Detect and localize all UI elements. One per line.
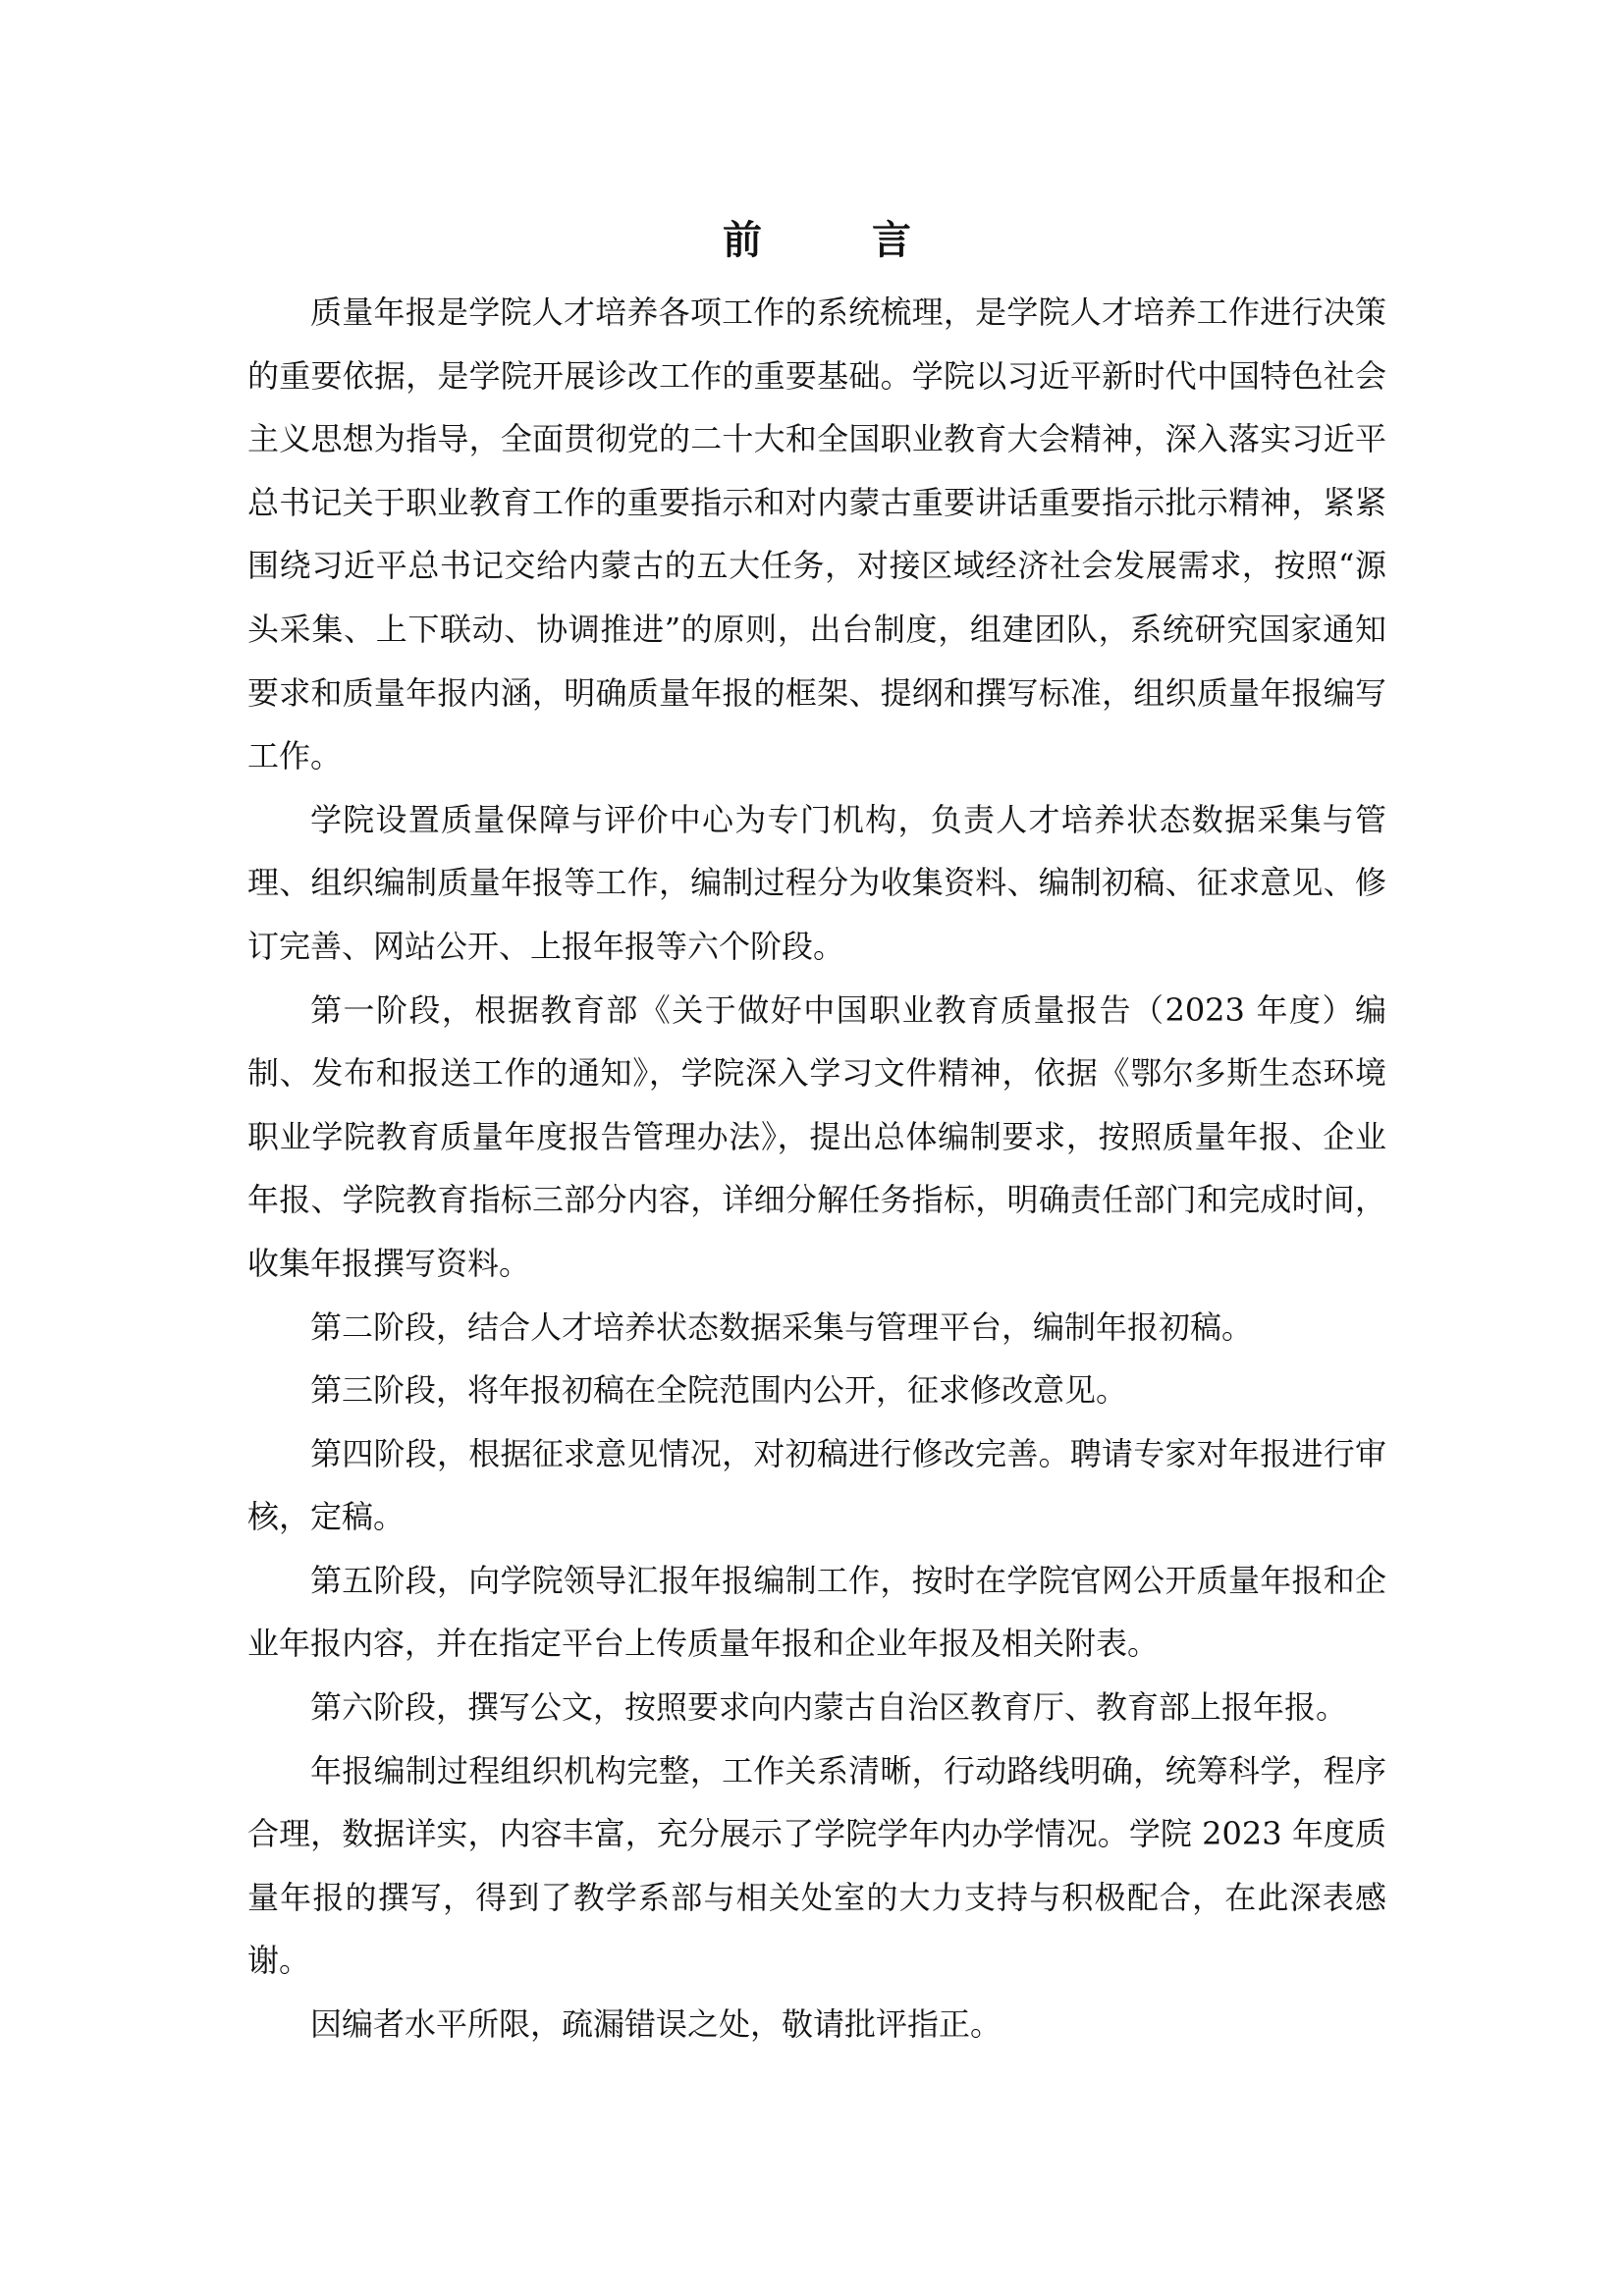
page-title: 前 言 (723, 217, 947, 263)
paragraph-stage-4: 第四阶段，根据征求意见情况，对初稿进行修改完善。聘请专家对年报进行审核，定稿。 (247, 1434, 1386, 1536)
paragraph-stage-2: 第二阶段，结合人才培养状态数据采集与管理平台，编制年报初稿。 (310, 1308, 1254, 1346)
paragraph-stage-3: 第三阶段，将年报初稿在全院范围内公开，征求修改意见。 (310, 1371, 1128, 1410)
paragraph-organization: 学院设置质量保障与评价中心为专门机构，负责人才培养状态数据采集与管理、组织编制质量年报等工作，编制过程分为收集资料、编制初稿、征求意见、修订完善、网站公开、上报年报等六个阶段。 (247, 800, 1386, 965)
paragraph-stage-5: 第五阶段，向学院领导汇报年报编制工作，按时在学院官网公开质量年报和企业年报内容，并在指定平台上传质量年报和企业年报及相关附表。 (247, 1561, 1386, 1663)
paragraph-summary: 年报编制过程组织机构完整，工作关系清晰，行动路线明确，统筹科学，程序合理，数据详实，内容丰富，充分展示了学院学年内办学情况。学院 2023 年度质量年报的撰写，得到了教学系部与相关处室的大力支持与积极配合，在此深表感谢。 (247, 1751, 1386, 1980)
paragraph-closing: 因编者水平所限，疏漏错误之处，敬请批评指正。 (310, 2005, 1002, 2044)
paragraph-stage-6: 第六阶段，撰写公文，按照要求向内蒙古自治区教育厅、教育部上报年报。 (310, 1688, 1348, 1727)
document-body (247, 206, 1386, 2056)
paragraph-stage-1: 第一阶段，根据教育部《关于做好中国职业教育质量报告（2023 年度）编制、发布和报送工作的通知》，学院深入学习文件精神，依据《鄂尔多斯生态环境职业学院教育质量年度报告管理办法》，提出总体编制要求，按照质量年报、企业年报、学院教育指标三部分内容，详细分解任务指标，明确责任部门和完成时间，收集年报撰写资料。 (247, 990, 1386, 1282)
paragraph-intro: 质量年报是学院人才培养各项工作的系统梳理，是学院人才培养工作进行决策的重要依据，是学院开展诊改工作的重要基础。学院以习近平新时代中国特色社会主义思想为指导，全面贯彻党的二十大和全国职业教育大会精神，深入落实习近平总书记关于职业教育工作的重要指示和对内蒙古重要讲话重要指示批示精神，紧紧围绕习近平总书记交给内蒙古的五大任务，对接区域经济社会发展需求，按照“源头采集、上下联动、协调推进”的原则，出台制度，组建团队，系统研究国家通知要求和质量年报内涵，明确质量年报的框架、提纲和撰写标准，组织质量年报编写工作。 (247, 294, 1386, 775)
